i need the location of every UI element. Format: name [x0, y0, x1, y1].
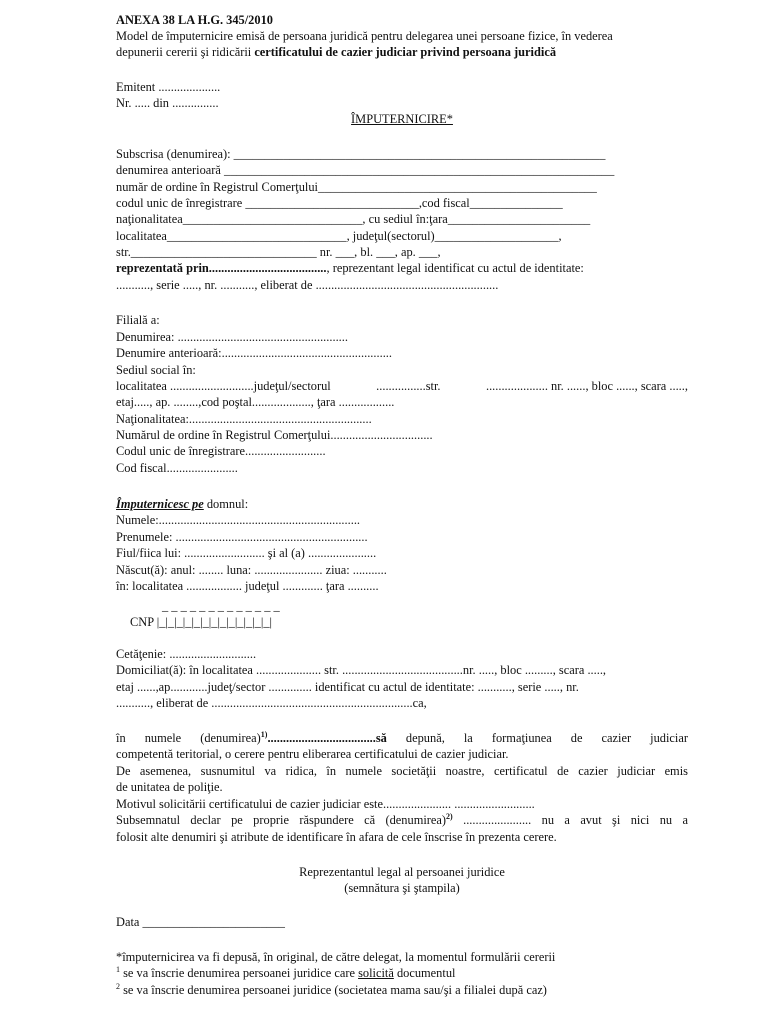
signature-subtitle: (semnătura şi ştampila): [344, 881, 460, 895]
delegate-birthdate-line: Născut(ă): anul: ........ luna: ...................... ziua: ...........: [116, 563, 387, 577]
request-line-3: De asemenea, susnumitul va ridica, în numele societăţii noastre, certificatul de cazier judiciar emis: [116, 764, 688, 778]
delegate-heading: Împuternicesc pe domnul:: [116, 497, 249, 511]
number-line: Nr. ..... din ...............: [116, 96, 219, 110]
street-line: str.______________________________ nr. ___, bl. ___, ap. ___,: [116, 245, 441, 259]
nationality-line: naţionalitatea_____________________________, cu sediul în:ţara_______________________: [116, 212, 591, 226]
branch-fiscal-code-line: Cod fiscal.......................: [116, 461, 238, 475]
branch-nationality-line: Naţionalitatea:...........................................................: [116, 412, 372, 426]
description-line-1: Model de împuternicire emisă de persoana juridică pentru delegarea unei persoane fizice, în vederea: [116, 29, 613, 43]
description-line-2: depunerii cererii şi ridicării certificatului de cazier judiciar privind persoana juridică: [116, 45, 557, 59]
request-line-2: competentă teritorial, o cerere pentru eliberarea certificatului de cazier judiciar.: [116, 747, 509, 761]
declaration-line-1: Subsemnatul declar pe proprie răspundere că (denumirea)$^{2)}$ ...................... nu a avut şi nici nu a: [116, 811, 688, 827]
footnote-1: $^1$ se va înscrie denumirea persoanei juridice care solicită documentul: [116, 964, 456, 980]
branch-locality-line: localitatea ...........................judeţul/sectorul ................str. .................... nr. ......, bloc ......, scara .....,: [116, 379, 688, 393]
annex-heading: ANEXA 38 LA H.G. 345/2010: [116, 13, 273, 27]
domicile-floor-line: etaj ......,ap............judeţ/sector .............. identificat cu actul de identitate: ..........., serie ....., nr.: [116, 680, 579, 694]
branch-floor-line: etaj....., ap. ........,cod poştal..................., ţara ..................: [116, 395, 395, 409]
trade-register-line: număr de ordine în Registrul Comerţului_____________________________________________: [116, 180, 597, 194]
id-series-line: ..........., serie ....., nr. ..........., eliberat de ...........................................................: [116, 278, 499, 292]
citizenship-line: Cetăţenie: ............................: [116, 647, 257, 661]
delegate-parents-line: Fiul/fiica lui: .......................... şi al (a) ......................: [116, 546, 377, 560]
domicile-line: Domiciliat(ă): în localitatea ..................... str. .......................................nr. ....., bloc ........., scara .....,: [116, 663, 607, 677]
reason-line: Motivul solicitării certificatului de cazier judiciar este...................... ..........................: [116, 797, 535, 811]
emitent-line: Emitent ....................: [116, 80, 221, 94]
branch-code-line: Codul unic de înregistrare..........................: [116, 444, 326, 458]
delegate-firstname-line: Prenumele: ..............................................................: [116, 530, 368, 544]
cnp-boxes: CNP |_|_|_|_|_|_|_|_|_|_|_|_|_|: [130, 615, 273, 629]
date-line: Data _______________________: [116, 915, 285, 929]
represented-by-line: reprezentată prin......................................, reprezentant legal identificat cu actul de identitate:: [116, 261, 584, 275]
footnote-2: $^2$ se va înscrie denumirea persoanei juridice (societatea mama sau/şi a filialei după caz): [116, 981, 547, 997]
declaration-line-2: folosit alte denumiri şi atribute de identificare în afara de cele înscrise în prezenta cerere.: [116, 830, 557, 844]
delegate-surname-line: Numele:.................................................................: [116, 513, 361, 527]
branch-name-line: Denumirea: .......................................................: [116, 330, 348, 344]
branch-previous-name-line: Denumire anterioară:.......................................................: [116, 346, 392, 360]
subscrisa-line: Subscrisa (denumirea): ____________________________________________________________: [116, 147, 606, 161]
signature-title: Reprezentantul legal al persoanei juridice: [299, 865, 505, 879]
footnote-star: *împuternicirea va fi depusă, în original, de către delegat, la momentul formulării cererii: [116, 950, 556, 964]
locality-line: localitatea_____________________________, judeţul(sectorul)____________________,: [116, 229, 562, 243]
delegate-birthplace-line: în: localitatea .................. judeţul ............. ţara ..........: [116, 579, 379, 593]
cnp-top-rule: _ _ _ _ _ _ _ _ _ _ _ _ _: [162, 599, 280, 613]
branch-heading: Filială a:: [116, 313, 160, 327]
branch-seat-line: Sediul social în:: [116, 363, 196, 377]
previous-name-line: denumirea anterioară _______________________________________________________________: [116, 163, 615, 177]
description-bold: certificatului de cazier judiciar privind persoana juridică: [254, 45, 557, 59]
domicile-issued-line: ..........., eliberat de .................................................................ca,: [116, 696, 427, 710]
registration-code-line: codul unic de înregistrare ____________________________,cod fiscal_______________: [116, 196, 563, 210]
branch-register-line: Numărul de ordine în Registrul Comerţului.................................: [116, 428, 433, 442]
document-title: ÎMPUTERNICIRE*: [351, 112, 453, 126]
request-line-1: în numele (denumirea)$^{1)}$...................................să depună, la formaţiunea de cazier judiciar: [116, 729, 688, 745]
request-line-4: de unitatea de poliţie.: [116, 780, 223, 794]
